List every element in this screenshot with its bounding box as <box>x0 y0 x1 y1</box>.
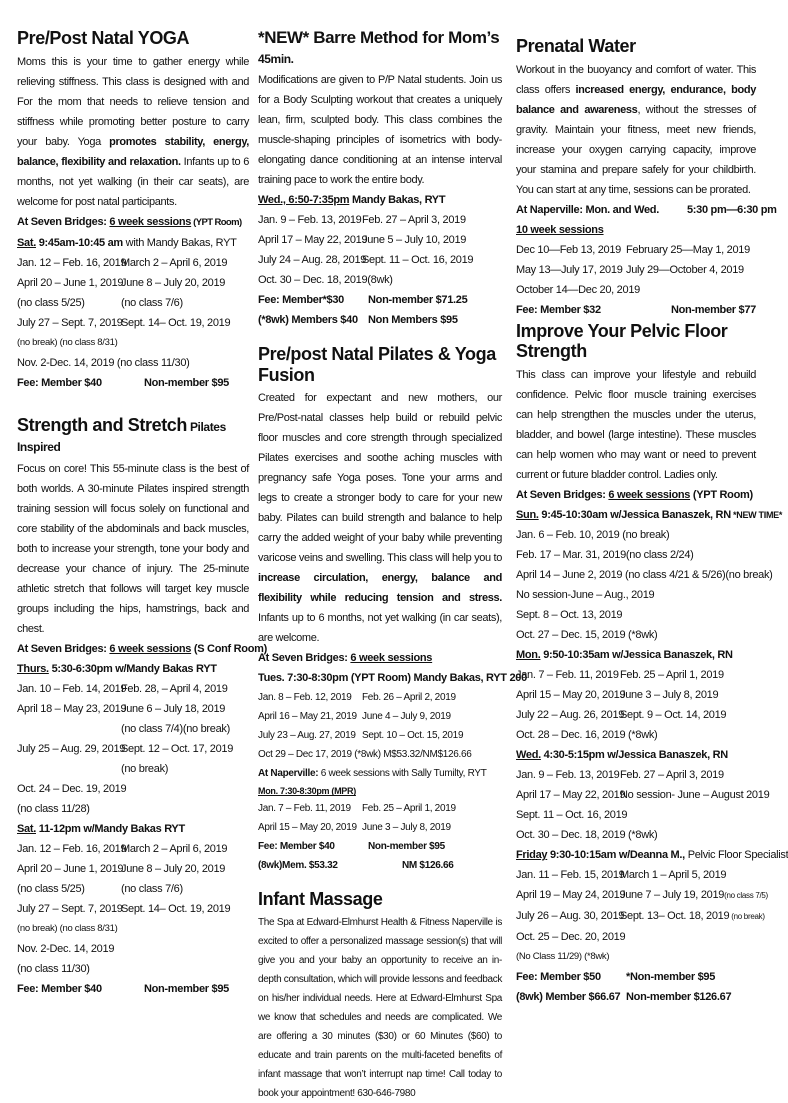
prenatal-water-section <box>516 36 777 320</box>
session-date: April 16 – May 21, 2019 <box>258 711 357 723</box>
session-note: (no class 11/28) <box>17 803 90 816</box>
text-run: Created for expectant and new mothers, our Pre/Post-natal classes help build or rebuild pelvic floor muscles and core strength through specialized Pilates exercises and soothe aching muscles with pregnancy safe Yoga poses. Tone your arms and legs to create a stronger body to care for your new baby. Pilates can build strength and balance to help carry the added weight of your baby while preventing varicose veins and swelling. This class will help you to <box>258 392 502 565</box>
session-date: July 25 – Aug. 29, 2019 <box>17 743 126 756</box>
schedule-line: Sat. 9:45am-10:45 am with Mandy Bakas, RYT <box>17 236 237 249</box>
session-line: Oct 29 – Dec 17, 2019 (*8wk) M$53.32/NM$126.66 <box>258 749 472 761</box>
column-left <box>17 28 267 999</box>
schedule-line: Wed., 6:50-7:35pm Mandy Bakas, RYT <box>258 194 446 207</box>
location-line: At Naperville: 6 week sessions with Sally Tumilty, RYT <box>258 768 487 780</box>
session-date: Feb. 28, – April 4, 2019 <box>121 683 228 696</box>
fee-line: Fee: Member*$30 Non-member $71.25 <box>258 294 468 307</box>
session-date: (no class 7/6) <box>121 296 183 309</box>
session-date: Feb. 27 – April 3, 2019 <box>362 214 466 227</box>
session-date: July 27 – Sept. 7, 2019 <box>17 316 123 329</box>
section-description <box>258 388 502 648</box>
location-line: At Seven Bridges: 6 week sessions (YPT Room) <box>516 489 753 502</box>
session-grid: Jan. 11 – Feb. 15, 2019 March 1 – April 5, 2019 April 19 – May 24, 2019 June 7 – July 19, 2019(no class 7/5) July 26 – Aug. 30, 2019 Sept. 13– Oct. 18, 2019 (no break) <box>516 869 768 923</box>
section-title: Strength and Stretch Pilates Inspired <box>17 414 226 455</box>
pelvic-floor-section <box>516 320 788 1007</box>
session-date: Jan. 10 – Feb. 14, 2019 <box>17 683 127 696</box>
schedule-line: Wed. 4:30-5:15pm w/Jessica Banaszek, RN <box>516 749 728 762</box>
session-date: (no class 5/25) <box>17 296 85 309</box>
fee-line: (8wk) Member $66.67 Non-member $126.67 <box>516 991 732 1004</box>
fee-line: Fee: Member $32 Non-member $77 <box>516 303 756 316</box>
section-description <box>516 60 756 200</box>
session-date: June 6 – July 18, 2019 <box>121 703 226 716</box>
session-date: July 22 – Aug. 26, 2019 <box>516 709 625 722</box>
session-date: Dec 10—Feb 13, 2019 <box>516 243 621 256</box>
session-note: (no break) (no class 8/31) <box>17 923 118 935</box>
session-date <box>17 759 121 779</box>
location-line: At Naperville: Mon. and Wed. 5:30 pm—6:30 pm <box>516 203 777 216</box>
session-date: (no break) <box>121 763 169 776</box>
section-description <box>17 52 249 212</box>
session-line: October 14—Dec 20, 2019 <box>516 283 640 296</box>
bold-text: increase circulation, energy, balance and flexibility while reducing tension and stress. <box>258 572 502 605</box>
session-grid <box>17 839 249 919</box>
session-date: April 17 – May 22, 2019 <box>258 234 368 247</box>
session-date: (no class 7/6) <box>121 883 183 896</box>
session-date: June 8 – July 20, 2019 <box>121 276 226 289</box>
fee-line: (8wk)Mem. $53.32 NM $126.66 <box>258 860 454 872</box>
session-note: (no class 11/30) <box>17 963 90 976</box>
schedule-line: Thurs. 5:30-6:30pm w/Mandy Bakas RYT <box>17 663 217 676</box>
session-grid <box>258 799 502 837</box>
session-line: Jan. 6 – Feb. 10, 2019 (no break) <box>516 529 670 542</box>
fee-line: Fee: Member $40 Non-member $95 <box>17 983 229 996</box>
session-date: Sept. 14– Oct. 19, 2019 <box>121 903 231 916</box>
session-line: No session-June – Aug., 2019 <box>516 589 655 602</box>
bold-text: increased energy, endurance, body balance and awareness <box>516 83 757 116</box>
session-date: (no class 5/25) <box>17 883 85 896</box>
session-date: No session- June – August 2019 <box>620 789 770 802</box>
session-date <box>620 805 769 825</box>
column-middle <box>258 28 527 1103</box>
weeks-line: 10 week sessions <box>516 223 604 236</box>
column-right <box>516 36 788 1007</box>
schedule-line: Sat. 11-12pm w/Mandy Bakas RYT <box>17 823 185 836</box>
session-date: Jan. 12 – Feb. 16, 2019 <box>17 256 127 269</box>
section-title: Pre/Post Natal YOGA <box>17 28 190 48</box>
section-title: Pre/post Natal Pilates & Yoga Fusion <box>258 344 496 385</box>
infant-massage-section <box>258 889 502 1103</box>
fee-line: Fee: Member $40 Non-member $95 <box>17 376 229 389</box>
text-run: , without the stresses of gravity. Maintain your fitness, meet new friends, increase your oxygen carrying capacity, improve your stamina and prepare safely for your childbirth. You can start at any time, sessions can be prorated. <box>516 103 757 196</box>
fee-line: Fee: Member $40 Non-member $95 <box>258 841 445 853</box>
barre-section <box>258 28 502 330</box>
session-line: Oct. 25 – Dec. 20, 2019 <box>516 931 626 944</box>
session-date: Jan. 8 – Feb. 12, 2019 <box>258 692 352 704</box>
session-date: June 4 – July 9, 2019 <box>362 711 451 723</box>
prepost-yoga-section <box>17 28 249 393</box>
section-description: Focus on core! This 55-minute class is the best of both worlds. A 30-minute Pilates inspired strength training session will focus solely on functional and core stability of the abdominals and back muscles, both to increase your strength, tone your body and decrease your chance of injury. The 25-minute athletic stretch that follows will target key muscle groups including the hips, hamstrings, back and chest. <box>17 463 249 636</box>
session-date: February 25—May 1, 2019 <box>626 243 750 256</box>
text-run: Workout in the buoyancy and comfort of water. This class offers <box>516 63 756 96</box>
session-date: Sept. 9 – Oct. 14, 2019 <box>620 709 727 722</box>
session-line: Oct. 28 – Dec. 16, 2019 (*8wk) <box>516 729 658 742</box>
session-date: March 2 – April 6, 2019 <box>121 256 228 269</box>
schedule-line: Friday 9:30-10:15am w/Deanna M., Pelvic Floor Specialist <box>516 849 788 862</box>
session-date: April 17 – May 22, 2019 <box>516 789 626 802</box>
schedule-line: Mon. 7:30-8:30pm (MPR) <box>258 786 356 797</box>
session-date <box>17 719 121 739</box>
session-date: Jan. 9 – Feb. 13, 2019 <box>516 769 620 782</box>
session-date: March 2 – April 6, 2019 <box>121 843 228 856</box>
session-note: (no break) (no class 8/31) <box>17 336 118 348</box>
section-title: Prenatal Water <box>516 36 636 56</box>
session-grid <box>17 253 249 333</box>
session-date: April 15 – May 20, 2019 <box>258 822 357 834</box>
session-line: Oct. 27 – Dec. 15, 2019 (*8wk) <box>516 629 658 642</box>
text-run: Moms this is your time to gather energy while relieving stiffness. This class is designed with and For the mom that needs to relieve tension and stiffness while promoting better posture to carry your baby. Yoga <box>17 55 249 148</box>
location-line: At Seven Bridges: 6 week sessions <box>258 652 433 665</box>
section-description: Modifications are given to P/P Natal students. Join us for a Body Sculpting workout that creates a uniquely lean, firm, sculpted body. This class combines the muscle-shaping principles of isometrics with body-elongating dance conditioning at an intense interval training pace to work the entire body. <box>258 74 502 187</box>
fee-line: Fee: Member $50 *Non-member $95 <box>516 971 716 984</box>
session-date: June 8 – July 20, 2019 <box>121 863 226 876</box>
session-line: Oct. 30 – Dec. 18, 2019 (*8wk) <box>516 829 658 842</box>
schedule-line: Tues. 7:30-8:30pm (YPT Room) Mandy Bakas, RYT 200 <box>258 672 527 685</box>
session-date: Feb. 25 – April 1, 2019 <box>620 669 724 682</box>
session-date: Jan. 7 – Feb. 11, 2019 <box>516 669 619 682</box>
session-date: Feb. 26 – April 2, 2019 <box>362 692 456 704</box>
session-line: Feb. 17 – Mar. 31, 2019(no class 2/24) <box>516 549 694 562</box>
section-description: The Spa at Edward-Elmhurst Health & Fitness Naperville is excited to offer a personalized massage session(s) that will give you and your baby an opportunity to receive an in-depth consultation, which will provide lessons and feedback on his/her individual needs. Here at Edward-Elmhurst Spa we know that schedules and needs are complicated. We are offering a 30 minutes ($30) or 60 Minutes ($60) to educate and train parents on the multi-faceted benefits of infant massage that won’t interrupt nap time! Call today to book your appointment! 630-646-7980 <box>258 917 502 1100</box>
strength-stretch-section <box>17 414 267 999</box>
bold-text: promotes stability, energy, balance, flexibility and relaxation. <box>17 135 249 168</box>
session-line: Nov. 2-Dec. 14, 2019 <box>17 943 115 956</box>
session-date: April 20 – June 1, 2019 <box>17 276 124 289</box>
session-date: Feb. 25 – April 1, 2019 <box>362 803 456 815</box>
text-run: Infants up to 6 months, not yet walking (in their car seats), are welcome for post natal participants. <box>17 155 249 208</box>
session-date: April 15 – May 20, 2019 <box>516 689 626 702</box>
session-date: (no class 7/4)(no break) <box>121 723 230 736</box>
schedule-line: Mon. 9:50-10:35am w/Jessica Banaszek, RN <box>516 649 733 662</box>
schedule-line: Sun. 9:45-10:30am w/Jessica Banaszek, RN *NEW TIME* <box>516 509 783 522</box>
session-grid <box>258 210 502 270</box>
session-grid <box>258 688 502 745</box>
session-line: Nov. 2-Dec. 14, 2019 (no class 11/30) <box>17 356 190 369</box>
section-title: Improve Your Pelvic Floor Strength <box>516 320 728 362</box>
session-date: Jan. 7 – Feb. 11, 2019 <box>258 803 351 815</box>
session-date: Sept. 12 – Oct. 17, 2019 <box>121 743 234 756</box>
session-date: July 29—October 4, 2019 <box>626 263 744 276</box>
session-date: Sept. 11 – Oct. 16, 2019 <box>362 254 474 267</box>
session-list <box>516 525 773 645</box>
section-title: *NEW* Barre Method for Mom’s 45min. <box>258 28 500 66</box>
section-description: This class can improve your lifestyle and rebuild confidence. Pelvic floor muscle training exercises can help strengthen the muscles under the uterus, bladder, and bowel (large intestine). These muscles can help women who may want or need to prevent current or future bladder control. Ladies only. <box>516 369 756 482</box>
session-line: Oct. 24 – Dec. 19, 2019 <box>17 783 127 796</box>
session-date: Jan. 12 – Feb. 16, 2019 <box>17 843 127 856</box>
session-date: July 24 – Aug. 28, 2019 <box>258 254 367 267</box>
fee-line: (*8wk) Members $40 Non Members $95 <box>258 314 458 327</box>
session-date: May 13—July 17, 2019 <box>516 263 623 276</box>
location-line: At Seven Bridges: 6 week sessions (S Conf Room) <box>17 643 267 656</box>
location-line: At Seven Bridges: 6 week sessions (YPT Room) <box>17 215 242 228</box>
session-date: Sept. 10 – Oct. 15, 2019 <box>362 730 464 742</box>
section-title: Infant Massage <box>258 889 383 910</box>
session-date: April 20 – June 1, 2019 <box>17 863 124 876</box>
session-date: April 18 – May 23, 2019 <box>17 703 127 716</box>
session-date: June 3 – July 8, 2019 <box>620 689 719 702</box>
session-date: June 5 – July 10, 2019 <box>362 234 467 247</box>
session-line: April 14 – June 2, 2019 (no class 4/21 & 5/26)(no break) <box>516 569 773 582</box>
text-run: Infants up to 6 months, not yet walking (in car seats), are welcome. <box>258 612 502 645</box>
session-date: July 23 – Aug. 27, 2019 <box>258 730 356 742</box>
session-date: Sept. 14– Oct. 19, 2019 <box>121 316 231 329</box>
session-note: (No Class 11/29) (*8wk) <box>516 951 610 963</box>
session-grid <box>516 765 770 825</box>
session-grid <box>516 240 756 280</box>
pilates-yoga-fusion-section <box>258 344 527 875</box>
session-date: June 3 – July 8, 2019 <box>362 822 451 834</box>
session-date: Sept. 11 – Oct. 16, 2019 <box>516 809 628 822</box>
session-grid <box>17 679 249 779</box>
session-grid <box>516 665 756 725</box>
session-date: Jan. 9 – Feb. 13, 2019 <box>258 214 362 227</box>
session-line: Sept. 8 – Oct. 13, 2019 <box>516 609 623 622</box>
session-date: July 27 – Sept. 7, 2019 <box>17 903 123 916</box>
session-date: Feb. 27 – April 3, 2019 <box>620 769 724 782</box>
session-line: Oct. 30 – Dec. 18, 2019(8wk) <box>258 274 393 287</box>
